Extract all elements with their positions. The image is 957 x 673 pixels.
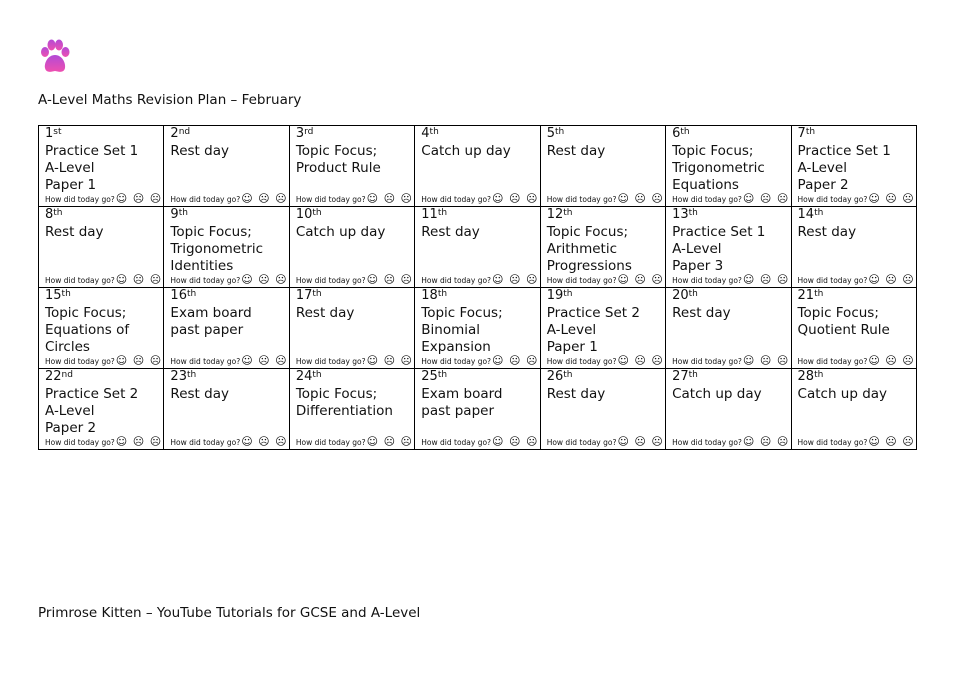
day-rating (672, 275, 789, 286)
day-number (296, 288, 322, 303)
calendar-day-cell (289, 369, 414, 450)
day-number (798, 288, 824, 303)
day-rating (547, 356, 664, 367)
day-suffix: th (688, 289, 698, 299)
rating-faces-icon: ☺ ☹ ☹ (742, 435, 790, 448)
rating-prompt: How did today go? (295, 357, 366, 366)
day-rating (45, 437, 162, 448)
rating-faces-icon: ☺ ☹ ☹ (868, 273, 915, 286)
rating-prompt: How did today go? (170, 357, 241, 366)
day-num: 27 (672, 369, 689, 384)
day-number (170, 126, 190, 141)
day-task: Exam board past paper (170, 305, 252, 338)
day-task: Catch up day (421, 143, 511, 159)
day-rating (45, 275, 162, 286)
rating-faces-icon: ☺ ☹ ☹ (742, 354, 790, 367)
day-number (296, 207, 322, 222)
rating-faces-icon: ☺ ☹ ☹ (366, 435, 414, 448)
day-number (45, 288, 71, 303)
calendar-day-cell (791, 288, 916, 369)
rating-faces-icon: ☺ ☹ ☹ (492, 192, 539, 205)
day-suffix: nd (61, 370, 73, 380)
day-number (421, 288, 447, 303)
day-rating (672, 437, 789, 448)
rating-prompt: How did today go? (421, 357, 492, 366)
day-task: Topic Focus; Differentiation (295, 386, 393, 419)
day-suffix: th (437, 370, 448, 380)
calendar-day-cell (289, 126, 414, 207)
day-rating (672, 194, 789, 205)
rating-faces-icon: ☺ ☹ ☹ (366, 354, 414, 367)
day-number (798, 126, 816, 141)
day-task: Catch up day (797, 386, 888, 402)
day-num: 4 (421, 126, 430, 141)
rating-prompt: How did today go? (295, 276, 366, 285)
day-rating (296, 356, 413, 367)
day-number (45, 369, 73, 384)
calendar-day-cell (791, 207, 916, 288)
rating-prompt: How did today go? (546, 195, 617, 204)
day-num: 5 (546, 126, 555, 141)
calendar-day-cell (415, 288, 540, 369)
day-task: Rest day (672, 305, 731, 321)
day-number (672, 207, 698, 222)
day-task: Practice Set 1 A-Level Paper 1 (45, 143, 139, 193)
day-suffix: th (563, 208, 573, 218)
day-rating (421, 275, 538, 286)
day-suffix: th (61, 289, 71, 299)
day-task: Practice Set 1 A-Level Paper 3 (672, 224, 766, 274)
day-suffix: th (688, 370, 698, 380)
day-task: Rest day (797, 224, 857, 240)
day-number (547, 369, 573, 384)
calendar-day-cell (39, 369, 164, 450)
day-suffix: th (437, 289, 448, 299)
day-number (798, 369, 824, 384)
rating-prompt: How did today go? (45, 357, 115, 366)
calendar-day-cell (791, 369, 916, 450)
day-rating (547, 194, 664, 205)
day-suffix: rd (304, 127, 314, 137)
calendar-day-cell (164, 288, 289, 369)
calendar-day-cell (540, 126, 665, 207)
day-suffix: th (563, 370, 573, 380)
day-suffix: th (814, 289, 824, 299)
calendar-day-cell (540, 288, 665, 369)
rating-faces-icon: ☺ ☹ ☹ (115, 435, 163, 448)
rating-prompt: How did today go? (45, 195, 115, 204)
day-rating (170, 194, 287, 205)
day-num: 28 (797, 369, 815, 384)
day-task: Practice Set 2 A-Level Paper 1 (546, 305, 640, 355)
day-rating (45, 194, 162, 205)
rating-faces-icon: ☺ ☹ ☹ (868, 435, 915, 448)
day-num: 15 (45, 288, 62, 303)
calendar-day-cell (540, 207, 665, 288)
calendar-day-cell (540, 369, 665, 450)
day-number (672, 288, 698, 303)
day-number (296, 369, 322, 384)
day-num: 18 (421, 288, 438, 303)
day-number (547, 288, 573, 303)
day-num: 8 (45, 207, 54, 222)
calendar-week-row (39, 288, 917, 369)
rating-prompt: How did today go? (170, 195, 241, 204)
rating-faces-icon: ☺ ☹ ☹ (617, 273, 664, 286)
day-num: 20 (672, 288, 689, 303)
calendar-day-cell (666, 288, 791, 369)
day-rating (170, 437, 287, 448)
calendar-day-cell (289, 288, 414, 369)
rating-prompt: How did today go? (797, 357, 868, 366)
calendar-day-cell (666, 126, 791, 207)
day-task: Rest day (546, 143, 606, 159)
rating-faces-icon: ☺ ☹ ☹ (492, 273, 539, 286)
day-num: 11 (421, 207, 438, 222)
rating-faces-icon: ☺ ☹ ☹ (366, 192, 414, 205)
rating-faces-icon: ☺ ☹ ☹ (742, 273, 790, 286)
day-task: Topic Focus; Product Rule (295, 143, 381, 176)
day-suffix: th (814, 208, 824, 218)
day-suffix: th (312, 370, 322, 380)
day-task: Exam board past paper (421, 386, 503, 419)
day-suffix: th (312, 289, 322, 299)
day-suffix: th (186, 370, 197, 380)
rating-prompt: How did today go? (797, 195, 868, 204)
rating-faces-icon: ☺ ☹ ☹ (868, 354, 915, 367)
day-rating (547, 275, 664, 286)
rating-faces-icon: ☺ ☹ ☹ (617, 435, 664, 448)
day-task: Rest day (295, 305, 355, 321)
day-task: Topic Focus; Binomial Expansion (421, 305, 503, 355)
rating-prompt: How did today go? (421, 195, 492, 204)
day-num: 3 (295, 126, 305, 141)
day-task: Topic Focus; Arithmetic Progressions (546, 224, 632, 274)
day-number (421, 207, 447, 222)
day-suffix: th (186, 289, 197, 299)
day-rating (421, 356, 538, 367)
rating-prompt: How did today go? (45, 438, 115, 447)
rating-prompt: How did today go? (672, 438, 742, 447)
rating-prompt: How did today go? (797, 276, 868, 285)
day-num: 19 (546, 288, 564, 303)
day-rating (421, 194, 538, 205)
day-number (170, 369, 196, 384)
calendar-day-cell (791, 126, 916, 207)
day-number (421, 126, 439, 141)
day-num: 14 (797, 207, 815, 222)
day-rating (296, 437, 413, 448)
day-task: Catch up day (672, 386, 762, 402)
day-number (421, 369, 447, 384)
calendar-day-cell (164, 207, 289, 288)
day-task: Topic Focus; Trigonometric Identities (170, 224, 264, 274)
rating-prompt: How did today go? (672, 357, 742, 366)
day-suffix: st (53, 127, 62, 137)
day-rating (170, 356, 287, 367)
day-suffix: th (437, 208, 448, 218)
rating-faces-icon: ☺ ☹ ☹ (241, 435, 288, 448)
day-task: Practice Set 2 A-Level Paper 2 (45, 386, 139, 436)
day-task: Topic Focus; Trigonometric Equations (672, 143, 765, 193)
day-rating (798, 194, 915, 205)
day-num: 16 (170, 288, 187, 303)
day-suffix: th (814, 370, 824, 380)
day-num: 10 (295, 207, 313, 222)
calendar-day-cell (666, 369, 791, 450)
rating-faces-icon: ☺ ☹ ☹ (366, 273, 414, 286)
day-suffix: th (680, 127, 690, 137)
day-task: Rest day (170, 143, 229, 159)
day-task: Topic Focus; Equations of Circles (45, 305, 130, 355)
rating-faces-icon: ☺ ☹ ☹ (115, 192, 163, 205)
day-number (547, 207, 573, 222)
day-task: Rest day (170, 386, 229, 402)
day-rating (798, 356, 915, 367)
rating-prompt: How did today go? (170, 276, 241, 285)
calendar-day-cell (415, 369, 540, 450)
rating-faces-icon: ☺ ☹ ☹ (241, 354, 288, 367)
day-rating (798, 275, 915, 286)
day-num: 13 (672, 207, 689, 222)
calendar-week-row (39, 207, 917, 288)
calendar-day-cell (164, 126, 289, 207)
rating-faces-icon: ☺ ☹ ☹ (492, 435, 539, 448)
calendar-grid (38, 125, 917, 450)
day-rating (798, 437, 915, 448)
rating-prompt: How did today go? (295, 438, 366, 447)
day-num: 22 (45, 369, 62, 384)
rating-prompt: How did today go? (295, 195, 366, 204)
rating-faces-icon: ☺ ☹ ☹ (868, 192, 915, 205)
day-num: 23 (170, 369, 187, 384)
day-num: 7 (797, 126, 806, 141)
day-num: 9 (170, 207, 179, 222)
day-rating (170, 275, 287, 286)
day-num: 24 (295, 369, 313, 384)
day-number (170, 288, 196, 303)
day-number (170, 207, 188, 222)
day-num: 6 (672, 126, 681, 141)
calendar-day-cell (415, 207, 540, 288)
rating-faces-icon: ☺ ☹ ☹ (241, 192, 288, 205)
rating-prompt: How did today go? (546, 276, 617, 285)
rating-prompt: How did today go? (421, 438, 492, 447)
day-num: 12 (546, 207, 564, 222)
day-task: Rest day (45, 224, 104, 240)
day-task: Topic Focus; Quotient Rule (797, 305, 890, 338)
page-title: A-Level Maths Revision Plan – February (38, 92, 302, 108)
rating-prompt: How did today go? (45, 276, 115, 285)
footer-credit: Primrose Kitten – YouTube Tutorials for GCSE and A-Level (38, 605, 421, 621)
calendar-day-cell (415, 126, 540, 207)
rating-faces-icon: ☺ ☹ ☹ (617, 354, 664, 367)
day-rating (672, 356, 789, 367)
day-rating (45, 356, 162, 367)
calendar-day-cell (666, 207, 791, 288)
day-num: 17 (295, 288, 313, 303)
rating-faces-icon: ☺ ☹ ☹ (241, 273, 288, 286)
day-suffix: th (805, 127, 816, 137)
rating-faces-icon: ☺ ☹ ☹ (492, 354, 539, 367)
day-task: Catch up day (295, 224, 386, 240)
rating-prompt: How did today go? (672, 276, 742, 285)
calendar-day-cell (39, 126, 164, 207)
day-num: 21 (797, 288, 815, 303)
day-task: Practice Set 1 A-Level Paper 2 (797, 143, 891, 193)
day-suffix: th (429, 127, 439, 137)
day-number (45, 207, 63, 222)
rating-prompt: How did today go? (546, 438, 617, 447)
calendar-day-cell (39, 207, 164, 288)
day-number (547, 126, 565, 141)
day-number (45, 126, 62, 141)
calendar-week-row (39, 369, 917, 450)
day-suffix: th (178, 208, 188, 218)
day-suffix: th (53, 208, 63, 218)
rating-faces-icon: ☺ ☹ ☹ (617, 192, 664, 205)
day-rating (547, 437, 664, 448)
day-suffix: nd (178, 127, 191, 137)
paw-logo-icon (38, 38, 72, 76)
day-suffix: th (554, 127, 565, 137)
calendar-day-cell (289, 207, 414, 288)
day-num: 26 (546, 369, 564, 384)
calendar-day-cell (39, 288, 164, 369)
calendar-week-row (39, 126, 917, 207)
rating-faces-icon: ☺ ☹ ☹ (115, 354, 163, 367)
rating-faces-icon: ☺ ☹ ☹ (742, 192, 790, 205)
rating-prompt: How did today go? (421, 276, 492, 285)
day-num: 2 (170, 126, 179, 141)
day-number (672, 369, 698, 384)
day-suffix: th (563, 289, 573, 299)
day-number (672, 126, 690, 141)
day-task: Rest day (546, 386, 606, 402)
day-number (296, 126, 314, 141)
day-num: 25 (421, 369, 438, 384)
rating-prompt: How did today go? (546, 357, 617, 366)
day-num: 1 (45, 126, 54, 141)
day-suffix: th (312, 208, 322, 218)
day-suffix: th (688, 208, 698, 218)
calendar-day-cell (164, 369, 289, 450)
rating-faces-icon: ☺ ☹ ☹ (115, 273, 163, 286)
day-task: Rest day (421, 224, 480, 240)
day-rating (296, 275, 413, 286)
rating-prompt: How did today go? (672, 195, 742, 204)
rating-prompt: How did today go? (170, 438, 241, 447)
day-number (798, 207, 824, 222)
rating-prompt: How did today go? (797, 438, 868, 447)
day-rating (296, 194, 413, 205)
day-rating (421, 437, 538, 448)
